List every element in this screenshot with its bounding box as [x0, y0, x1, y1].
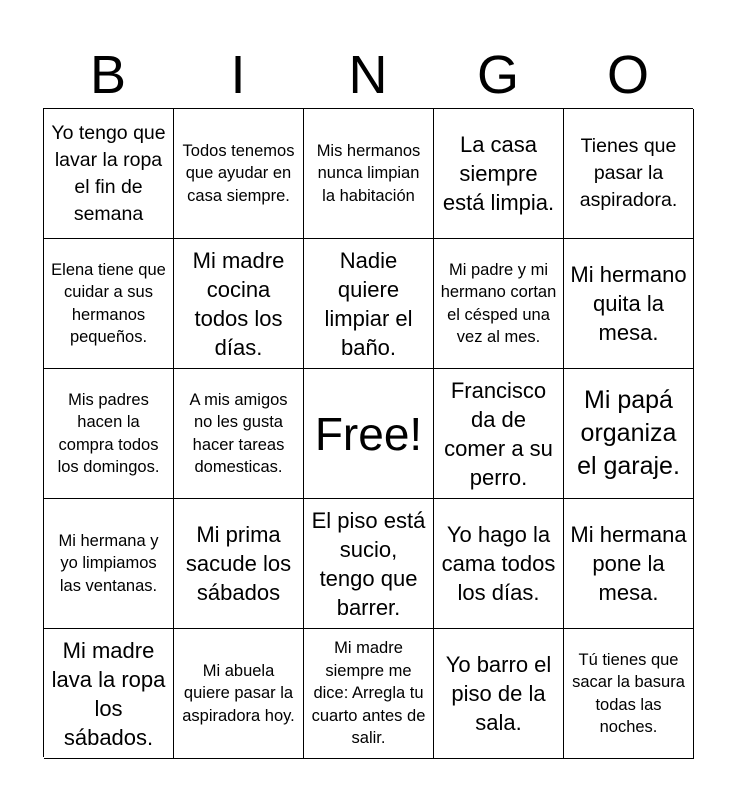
bingo-cell[interactable]: Mi hermana pone la mesa.	[564, 499, 694, 629]
bingo-cell[interactable]: Yo tengo que lavar la ropa el fin de semana	[44, 109, 174, 239]
bingo-header	[43, 42, 693, 108]
bingo-cell[interactable]: Yo barro el piso de la sala.	[434, 629, 564, 759]
bingo-cell[interactable]: Mi hermano quita la mesa.	[564, 239, 694, 369]
bingo-cell[interactable]: Tienes que pasar la aspiradora.	[564, 109, 694, 239]
header-letter-g: G	[476, 45, 519, 105]
bingo-cell[interactable]: Mi madre siempre me dice: Arregla tu cuarto antes de salir.	[304, 629, 434, 759]
bingo-cell[interactable]: La casa siempre está limpia.	[434, 109, 564, 239]
bingo-cell[interactable]: Francisco da de comer a su perro.	[434, 369, 564, 499]
bingo-cell[interactable]: Mi madre cocina todos los días.	[174, 239, 304, 369]
bingo-cell[interactable]: Elena tiene que cuidar a sus hermanos pequeños.	[44, 239, 174, 369]
bingo-cell[interactable]: Mi prima sacude los sábados	[174, 499, 304, 629]
header-letter-n: N	[348, 45, 388, 105]
bingo-cell[interactable]: Mi papá organiza el garaje.	[564, 369, 694, 499]
bingo-cell[interactable]: Mis hermanos nunca limpian la habitación	[304, 109, 434, 239]
bingo-cell[interactable]: Nadie quiere limpiar el baño.	[304, 239, 434, 369]
header-letter-b: B	[89, 45, 127, 105]
bingo-cell[interactable]: Mi madre lava la ropa los sábados.	[44, 629, 174, 759]
header-letter-o: O	[606, 45, 649, 105]
bingo-grid	[43, 108, 693, 757]
bingo-cell[interactable]: A mis amigos no les gusta hacer tareas domesticas.	[174, 369, 304, 499]
bingo-cell[interactable]: Mi abuela quiere pasar la aspiradora hoy.	[174, 629, 304, 759]
bingo-cell[interactable]: Todos tenemos que ayudar en casa siempre.	[174, 109, 304, 239]
bingo-cell[interactable]: Mis padres hacen la compra todos los domingos.	[44, 369, 174, 499]
bingo-cell[interactable]: Tú tienes que sacar la basura todas las noches.	[564, 629, 694, 759]
bingo-cell[interactable]: Yo hago la cama todos los días.	[434, 499, 564, 629]
bingo-cell[interactable]: Mi padre y mi hermano cortan el césped una vez al mes.	[434, 239, 564, 369]
bingo-cell[interactable]: El piso está sucio, tengo que barrer.	[304, 499, 434, 629]
free-cell[interactable]: Free!	[304, 369, 434, 499]
bingo-cell[interactable]: Mi hermana y yo limpiamos las ventanas.	[44, 499, 174, 629]
header-letter-i: I	[230, 45, 246, 105]
